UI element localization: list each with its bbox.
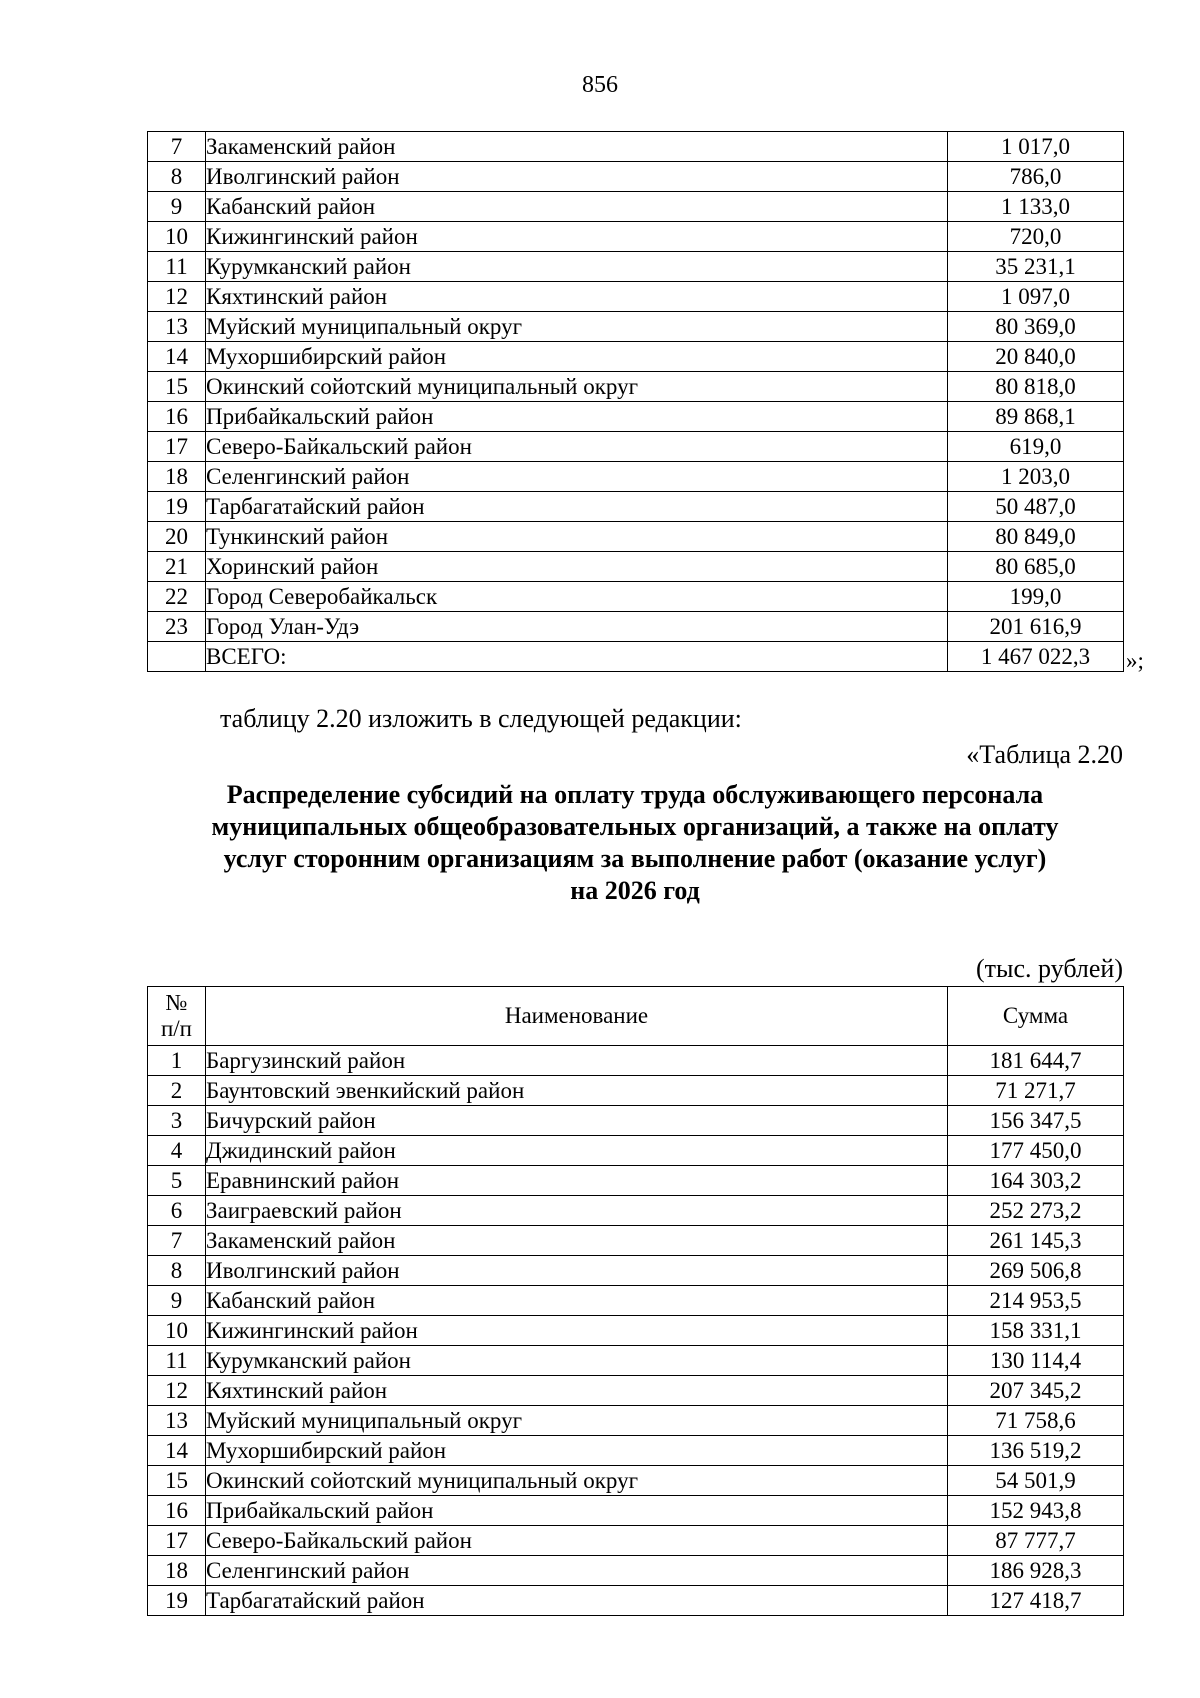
district-name: Иволгинский район <box>206 162 948 192</box>
district-name: Кижингинский район <box>206 1316 948 1346</box>
closing-quote-mark: »; <box>1126 648 1144 673</box>
table-row <box>148 432 1124 462</box>
district-name: Окинский сойотский муниципальный округ <box>206 372 948 402</box>
amount: 80 685,0 <box>948 552 1124 582</box>
district-name: Прибайкальский район <box>206 1496 948 1526</box>
district-name: Мухоршибирский район <box>206 1436 948 1466</box>
table-row <box>148 1226 1124 1256</box>
district-name: Курумканский район <box>206 1346 948 1376</box>
district-name: Тункинский район <box>206 522 948 552</box>
table-row <box>148 1496 1124 1526</box>
district-name: Муйский муниципальный округ <box>206 312 948 342</box>
row-number: 7 <box>148 132 206 162</box>
table-row <box>148 192 1124 222</box>
table-row <box>148 1136 1124 1166</box>
title-line: на 2026 год <box>570 876 700 905</box>
page-number: 856 <box>582 72 618 98</box>
row-number: 8 <box>148 162 206 192</box>
amount: 127 418,7 <box>948 1586 1124 1616</box>
amount: 214 953,5 <box>948 1286 1124 1316</box>
district-name: Баунтовский эвенкийский район <box>206 1076 948 1106</box>
row-number: 12 <box>148 1376 206 1406</box>
district-name: Окинский сойотский муниципальный округ <box>206 1466 948 1496</box>
district-name: Джидинский район <box>206 1136 948 1166</box>
amount: 720,0 <box>948 222 1124 252</box>
district-name: Селенгинский район <box>206 1556 948 1586</box>
row-number: 15 <box>148 372 206 402</box>
amount: 186 928,3 <box>948 1556 1124 1586</box>
subsidy-table-2-20 <box>147 986 1124 1616</box>
amount: 35 231,1 <box>948 252 1124 282</box>
row-number: 6 <box>148 1196 206 1226</box>
row-number: 3 <box>148 1106 206 1136</box>
amount: 619,0 <box>948 432 1124 462</box>
row-number: 8 <box>148 1256 206 1286</box>
row-number: 10 <box>148 1316 206 1346</box>
header-number-abbrev: п/п <box>160 1016 192 1041</box>
amount: 261 145,3 <box>948 1226 1124 1256</box>
amount: 201 616,9 <box>948 612 1124 642</box>
table-row <box>148 402 1124 432</box>
district-name: Хоринский район <box>206 552 948 582</box>
row-number: 5 <box>148 1166 206 1196</box>
district-name: Муйский муниципальный округ <box>206 1406 948 1436</box>
row-number: 17 <box>148 432 206 462</box>
amount: 1 203,0 <box>948 462 1124 492</box>
district-name: Заиграевский район <box>206 1196 948 1226</box>
table-body <box>148 132 1124 672</box>
header-number <box>148 987 206 1046</box>
district-name: Кяхтинский район <box>206 1376 948 1406</box>
row-number: 21 <box>148 552 206 582</box>
table-row <box>148 1586 1124 1616</box>
row-number: 1 <box>148 1046 206 1076</box>
table-header-row <box>148 987 1124 1046</box>
row-number: 17 <box>148 1526 206 1556</box>
amount: 152 943,8 <box>948 1496 1124 1526</box>
district-name: Бичурский район <box>206 1106 948 1136</box>
district-name: Кабанский район <box>206 192 948 222</box>
amount: 80 818,0 <box>948 372 1124 402</box>
row-number: 18 <box>148 462 206 492</box>
row-number: 16 <box>148 402 206 432</box>
table-row <box>148 582 1124 612</box>
table-row <box>148 162 1124 192</box>
table-label: «Таблица 2.20 <box>966 740 1123 769</box>
row-number: 2 <box>148 1076 206 1106</box>
row-number: 19 <box>148 492 206 522</box>
amount: 1 133,0 <box>948 192 1124 222</box>
subsidy-table-continuation <box>147 131 1124 672</box>
table-row <box>148 552 1124 582</box>
amount: 786,0 <box>948 162 1124 192</box>
row-number: 10 <box>148 222 206 252</box>
table-row <box>148 252 1124 282</box>
amount: 80 369,0 <box>948 312 1124 342</box>
row-number: 15 <box>148 1466 206 1496</box>
amount: 89 868,1 <box>948 402 1124 432</box>
district-name: Тарбагатайский район <box>206 492 948 522</box>
table-row <box>148 612 1124 642</box>
row-number: 11 <box>148 1346 206 1376</box>
amount: 71 758,6 <box>948 1406 1124 1436</box>
row-number: 14 <box>148 342 206 372</box>
table-row <box>148 1166 1124 1196</box>
row-number: 14 <box>148 1436 206 1466</box>
amount: 158 331,1 <box>948 1316 1124 1346</box>
table-row <box>148 1196 1124 1226</box>
table-row <box>148 492 1124 522</box>
row-number: 13 <box>148 1406 206 1436</box>
amount: 80 849,0 <box>948 522 1124 552</box>
amount: 177 450,0 <box>948 1136 1124 1166</box>
district-name: Прибайкальский район <box>206 402 948 432</box>
row-number: 19 <box>148 1586 206 1616</box>
district-name: Северо-Байкальский район <box>206 1526 948 1556</box>
amount: 269 506,8 <box>948 1256 1124 1286</box>
table-row <box>148 1286 1124 1316</box>
row-number: 9 <box>148 192 206 222</box>
amount: 199,0 <box>948 582 1124 612</box>
header-name: Наименование <box>206 987 948 1046</box>
district-name: Кижингинский район <box>206 222 948 252</box>
district-name: Мухоршибирский район <box>206 342 948 372</box>
table-row <box>148 1046 1124 1076</box>
district-name: ВСЕГО: <box>206 642 948 672</box>
row-number: 23 <box>148 612 206 642</box>
district-name: Кабанский район <box>206 1286 948 1316</box>
amount: 71 271,7 <box>948 1076 1124 1106</box>
row-number: 12 <box>148 282 206 312</box>
row-number: 22 <box>148 582 206 612</box>
amount: 1 467 022,3 <box>948 642 1124 672</box>
table-row <box>148 1526 1124 1556</box>
district-name: Кяхтинский район <box>206 282 948 312</box>
district-name: Селенгинский район <box>206 462 948 492</box>
title-line: Распределение субсидий на оплату труда обслуживающего персонала <box>226 780 1044 809</box>
table-row <box>148 1376 1124 1406</box>
table-row <box>148 642 1124 672</box>
table-row <box>148 1436 1124 1466</box>
amount: 130 114,4 <box>948 1346 1124 1376</box>
table-row <box>148 1466 1124 1496</box>
row-number: 4 <box>148 1136 206 1166</box>
amount: 207 345,2 <box>948 1376 1124 1406</box>
header-sum: Сумма <box>948 987 1124 1046</box>
table-row <box>148 1556 1124 1586</box>
table-row <box>148 132 1124 162</box>
amount: 87 777,7 <box>948 1526 1124 1556</box>
row-number: 11 <box>148 252 206 282</box>
district-name: Иволгинский район <box>206 1256 948 1286</box>
table-row <box>148 342 1124 372</box>
table-row <box>148 282 1124 312</box>
district-name: Курумканский район <box>206 252 948 282</box>
amount: 50 487,0 <box>948 492 1124 522</box>
amount: 252 273,2 <box>948 1196 1124 1226</box>
district-name: Еравнинский район <box>206 1166 948 1196</box>
amount: 136 519,2 <box>948 1436 1124 1466</box>
title-line: услуг сторонним организациям за выполнение работ (оказание услуг) <box>223 844 1047 873</box>
unit-note: (тыс. рублей) <box>975 954 1123 983</box>
title-line: муниципальных общеобразовательных организаций, а также на оплату <box>211 812 1059 841</box>
district-name: Баргузинский район <box>206 1046 948 1076</box>
row-number: 18 <box>148 1556 206 1586</box>
table-row <box>148 1106 1124 1136</box>
district-name: Город Северобайкальск <box>206 582 948 612</box>
amount: 156 347,5 <box>948 1106 1124 1136</box>
row-number: 9 <box>148 1286 206 1316</box>
amount: 164 303,2 <box>948 1166 1124 1196</box>
table-row <box>148 312 1124 342</box>
table-row <box>148 1346 1124 1376</box>
row-number: 16 <box>148 1496 206 1526</box>
district-name: Северо-Байкальский район <box>206 432 948 462</box>
district-name: Закаменский район <box>206 132 948 162</box>
row-number: 20 <box>148 522 206 552</box>
table-row <box>148 372 1124 402</box>
amount: 20 840,0 <box>948 342 1124 372</box>
district-name: Город Улан-Удэ <box>206 612 948 642</box>
row-number <box>148 642 206 672</box>
header-number-symbol: № <box>165 990 188 1015</box>
district-name: Тарбагатайский район <box>206 1586 948 1616</box>
amount: 181 644,7 <box>948 1046 1124 1076</box>
row-number: 7 <box>148 1226 206 1256</box>
table-row <box>148 1256 1124 1286</box>
table-row <box>148 1316 1124 1346</box>
table-title <box>147 779 1123 907</box>
table-row <box>148 1406 1124 1436</box>
table-row <box>148 522 1124 552</box>
amount: 1 017,0 <box>948 132 1124 162</box>
table-row <box>148 462 1124 492</box>
amount: 54 501,9 <box>948 1466 1124 1496</box>
row-number: 13 <box>148 312 206 342</box>
amendment-instruction: таблицу 2.20 изложить в следующей редакции: <box>220 704 742 733</box>
table-row <box>148 1076 1124 1106</box>
amount: 1 097,0 <box>948 282 1124 312</box>
table-row <box>148 222 1124 252</box>
district-name: Закаменский район <box>206 1226 948 1256</box>
table-body <box>148 1046 1124 1616</box>
